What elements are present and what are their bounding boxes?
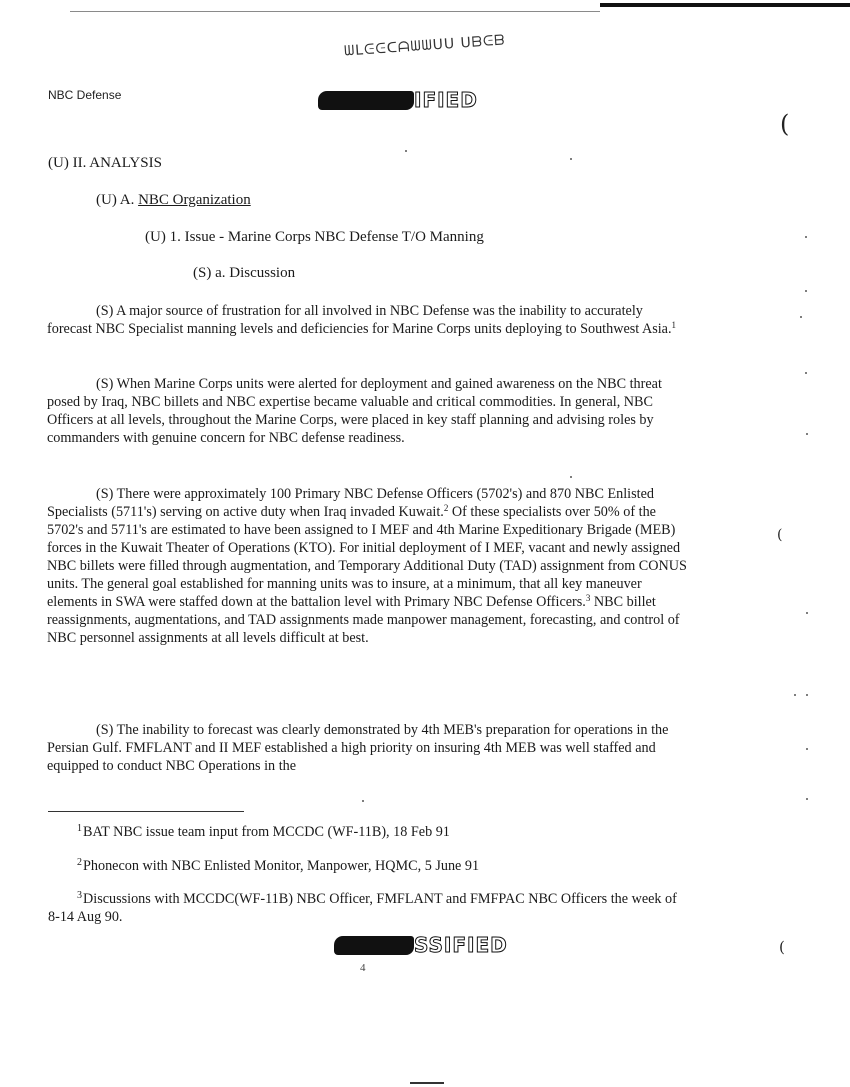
footnote-rule [48, 811, 244, 812]
scan-speck [805, 236, 807, 238]
footnote-1: $^1$BAT NBC issue team input from MCCDC (WF-11B), 18 Feb 91 [77, 823, 450, 840]
scan-speck [805, 372, 807, 374]
margin-mark: ( [779, 938, 785, 956]
margin-mark: ( [780, 110, 790, 138]
footnote-3: $^3$Discussions with MCCDC(WF-11B) NBC Officer, FMFLANT and FMFPAC NBC Officers the week of 8-14 Aug 90. [48, 890, 677, 925]
scan-speck [806, 433, 808, 435]
section-heading [96, 192, 251, 209]
paragraph-1: (S) A major source of frustration for all involved in NBC Defense was the inability to accurately forecast NBC Specialist manning levels and deficiencies for Marine Corps units deploying to Southwest Asia.$^1$ [47, 303, 677, 337]
scan-speck [806, 694, 808, 696]
paragraph-4: (S) The inability to forecast was clearly demonstrated by 4th MEB's preparation for operations in the Persian Gulf. FMFLANT and II MEF established a high priority on insuring 4th MEB was well staffed and equipped to conduct NBC Operations in the [47, 722, 669, 774]
margin-mark: ( [777, 527, 783, 543]
scan-speck [405, 150, 407, 152]
scan-speck [806, 612, 808, 614]
section-prefix: (U) A. [96, 192, 139, 208]
page-number: 4 [360, 962, 366, 974]
footnote-ref: 2 [443, 503, 449, 513]
scan-speck [800, 316, 802, 318]
top-rule [70, 11, 600, 12]
scan-speck [794, 694, 796, 696]
paragraph-3: (S) There were approximately 100 Primary NBC Defense Officers (5702's) and 870 NBC Enlisted Specialists (5711's) serving on active duty when Iraq invaded Kuwait.$^2$ Of these specialists over 50% of the 5702's and 5711's are estimated to have been assigned to I MEF and 4th Marine Expeditionary Brigade (MEB) forces in the Kuwait Theater of Operations (KTO). For initial deployment of I MEF, vacant and newly assigned NBC billets were filled through augmentation, and Temporary Additional Duty (TAD) assignment from CONUS units. The general goal established for manning units was to insure, at a minimum, that all key maneuver elements in SWA were staffed down at the battalion level with Primary NBC Defense Officers.$^3$ NBC billet reassignments, augmentations, and TAD assignments made manpower management, forecasting, and control of NBC personnel assignments at all levels difficult at best. [47, 486, 687, 646]
redaction-bar [334, 936, 414, 955]
classification-text: IFIED [414, 88, 478, 112]
scan-speck [805, 290, 807, 292]
issue-heading: (U) 1. Issue - Marine Corps NBC Defense T/O Manning [145, 229, 484, 245]
classification-text: SSIFIED [414, 933, 508, 957]
footnote-ref: 1 [671, 320, 677, 330]
footnote-2: $^2$Phonecon with NBC Enlisted Monitor, Manpower, HQMC, 5 June 91 [77, 857, 480, 874]
classification-mark-footer [334, 933, 508, 957]
bottom-mark [410, 1082, 444, 1084]
footnote-ref: 3 [585, 593, 591, 603]
paragraph-2: (S) When Marine Corps units were alerted for deployment and gained awareness on the NBC threat posed by Iraq, NBC billets and NBC expertise became valuable and critical commodities. In general, NBC Officers at all levels, throughout the Marine Corps, were placed in key staff planning and advising roles by commanders with genuine concern for NBC defense readiness. [47, 376, 662, 446]
scan-speck [570, 158, 572, 160]
scan-speck [362, 800, 364, 802]
scan-speck [806, 748, 808, 750]
redaction-bar [318, 91, 414, 110]
declassified-stamp-top: ᗯᒪᕮᕮᑕᗩᗯᗯᑌᑌ ᑌᗷᕮᗷ [343, 32, 506, 60]
sub-heading: (S) a. Discussion [193, 265, 296, 281]
top-rule-thick [600, 3, 850, 7]
part-heading: (U) II. ANALYSIS [48, 155, 162, 171]
section-title: NBC Organization [138, 192, 251, 208]
scan-speck [570, 476, 572, 478]
scan-speck [806, 798, 808, 800]
classification-mark-header [318, 88, 478, 112]
running-head: NBC Defense [48, 88, 122, 102]
